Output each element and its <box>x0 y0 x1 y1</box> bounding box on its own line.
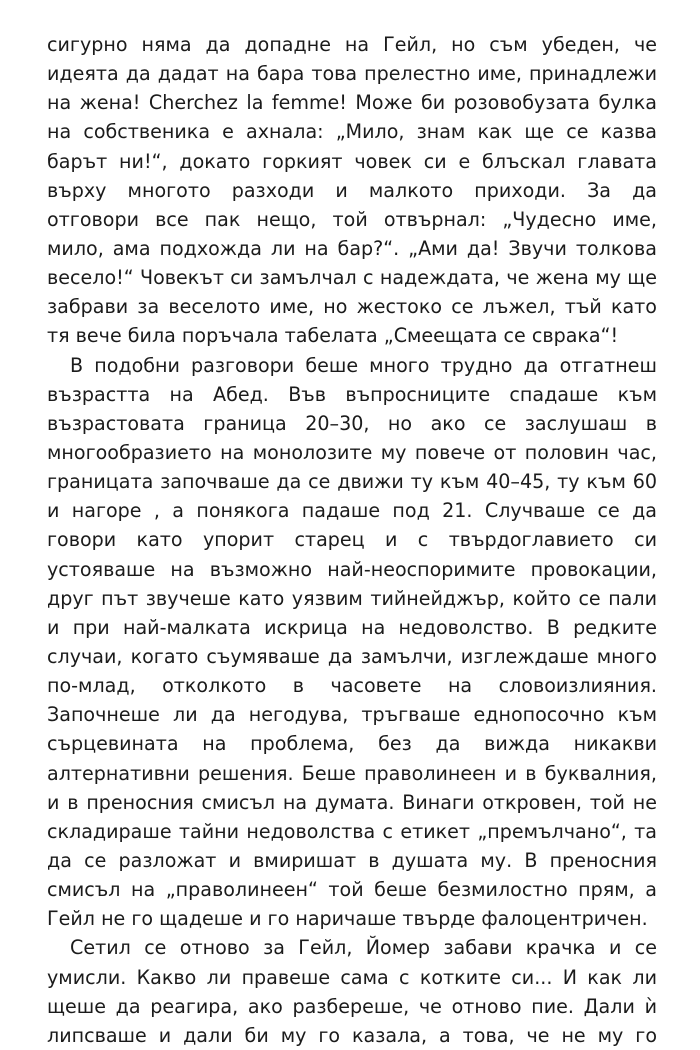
text-line: весело!“ Човекът си замълчал с надеждата, че жена му ще <box>47 266 657 290</box>
text-line: мило, ама подхожда ли на бар?“. „Ами да! Звучи толкова <box>47 236 657 260</box>
text-line: щеше да реагира, ако разбереше, че отново пие. Дали ѝ <box>47 994 657 1018</box>
text-line: Започнеше ли да негодува, тръгваше еднопосочно към <box>47 703 657 727</box>
text-line: алтернативни решения. Беше праволинеен и в буквалния, <box>47 761 657 785</box>
text-line: липсваше и дали би му го казала, а това, че не му го <box>47 1023 657 1047</box>
text-line: върху многото разходи и малкото приходи. За да <box>47 178 657 202</box>
body-text <box>47 30 657 1050</box>
text-line: по-млад, отколкото в часовете на словоизлияния. <box>47 674 657 698</box>
text-line: барът ни!“, докато горкият човек си е блъскал главата <box>47 149 657 173</box>
text-line: говори като упорит старец и с твърдоглавието си <box>47 528 657 552</box>
text-line: умисли. Какво ли правеше сама с котките си... И как ли <box>47 965 657 989</box>
text-line: сигурно няма да допадне на Гейл, но съм убеден, че <box>47 33 657 56</box>
text-line: и в преносния смисъл на думата. Винаги откровен, той не <box>47 790 657 814</box>
text-line: идеята да дадат на бара това прелестно име, принадлежи <box>47 62 657 86</box>
text-line: В подобни разговори беше много трудно да отгатнеш <box>70 353 657 377</box>
text-line: смисъл на „праволинеен“ той беше безмилостно прям, а <box>47 878 657 902</box>
text-line: Сетил се отново за Гейл, Йомер забави крачка и се <box>70 936 657 960</box>
text-line: случаи, когато съумяваше да замълчи, изглеждаше много <box>47 644 657 668</box>
text-line: устояваше на възможно най-неоспоримите провокации, <box>47 557 657 581</box>
text-line: Гейл не го щадеше и го наричаше твърде фалоцентричен. <box>47 907 648 931</box>
text-line: забрави за веселото име, но жестоко се лъжел, тъй като <box>47 295 657 319</box>
text-line: възрастовата граница 20–30, но ако се заслушаш в <box>47 411 657 435</box>
text-line: отговори все пак нещо, той отвърнал: „Чудесно име, <box>47 207 657 231</box>
text-line: възрастта на Абед. Във въпросниците спадаше към <box>47 382 657 406</box>
text-line: друг път звучеше като уязвим тийнейджър, който се пали <box>47 586 657 610</box>
text-line: сърцевината на проблема, без да вижда никакви <box>47 732 657 756</box>
text-line: и при най-малката искрица на недоволство. В редките <box>47 615 657 639</box>
text-line: на собственика е ахнала: „Мило, знам как ще се казва <box>47 120 657 144</box>
text-line: складираше тайни недоволства с етикет „премълчано“, та <box>47 819 657 843</box>
text-line: да се разложат и вмиришат в душата му. В преносния <box>47 848 657 872</box>
text-line: на жена! Cherchez la femme! Може би розовобузата булка <box>47 91 657 115</box>
text-line: границата започваше да се движи ту към 40–45, ту към 60 <box>47 470 657 494</box>
text-line: и нагоре , а понякога падаше под 21. Случваше се да <box>47 499 657 523</box>
text-line: многообразието на монолозите му повече от половин час, <box>47 440 657 464</box>
text-line: тя вече била поръчала табелата „Смеещата се сврака“! <box>47 324 619 348</box>
